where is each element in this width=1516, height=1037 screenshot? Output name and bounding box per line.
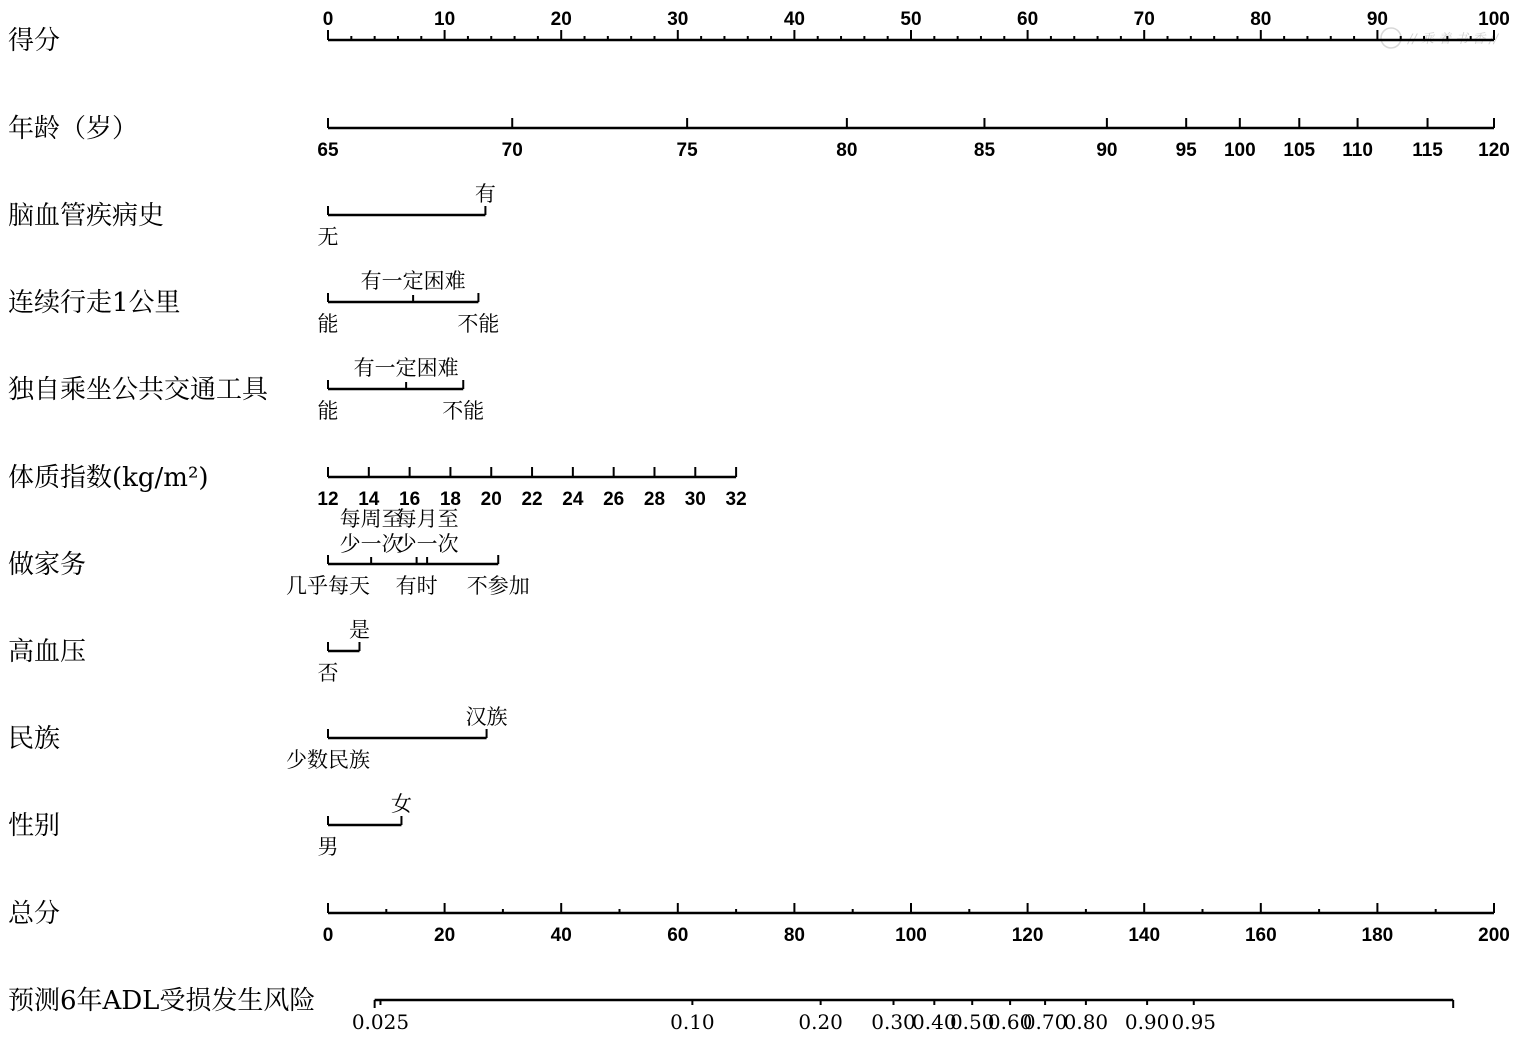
row-sex <box>8 792 412 859</box>
category-label-sex: 女 <box>390 792 412 816</box>
tick-label-points: 30 <box>667 9 689 30</box>
tick-label-age: 90 <box>1096 140 1118 161</box>
tick-label-age: 65 <box>317 140 339 161</box>
row-transport <box>8 356 484 423</box>
row-risk <box>8 986 1453 1034</box>
row-label-ethnicity: 民族 <box>8 724 61 754</box>
row-label-bmi: 体质指数(kg/m²) <box>8 463 209 493</box>
tick-label-bmi: 12 <box>317 489 339 510</box>
tick-label-total: 40 <box>550 925 572 946</box>
row-cvd <box>8 182 496 249</box>
tick-label-total: 80 <box>783 925 805 946</box>
prob-label-risk: 0.90 <box>1124 1010 1170 1034</box>
category-label-housework: 少一次 <box>395 532 459 556</box>
tick-label-age: 105 <box>1283 140 1316 161</box>
row-label-risk: 预测6年ADL受损发生风险 <box>8 986 316 1016</box>
tick-label-age: 80 <box>836 140 858 161</box>
category-label-transport: 有一定困难 <box>353 356 459 380</box>
row-ethnicity <box>8 705 508 772</box>
tick-label-bmi: 28 <box>643 489 666 510</box>
row-label-points: 得分 <box>8 26 61 56</box>
category-label-ethnicity: 汉族 <box>465 705 508 729</box>
tick-label-total: 0 <box>322 925 334 946</box>
category-label-housework: 不参加 <box>466 574 530 598</box>
prob-label-risk: 0.50 <box>949 1010 995 1034</box>
tick-label-points: 50 <box>900 9 922 30</box>
category-label-housework: 每周至 <box>339 507 403 531</box>
tick-label-bmi: 26 <box>603 489 625 510</box>
prob-label-risk: 0.20 <box>798 1010 843 1034</box>
prob-label-risk: 0.70 <box>1022 1010 1068 1034</box>
tick-label-points: 60 <box>1017 9 1039 30</box>
tick-label-total: 60 <box>667 925 689 946</box>
tick-label-total: 120 <box>1011 925 1044 946</box>
row-label-housework: 做家务 <box>8 550 87 580</box>
tick-label-bmi: 32 <box>725 489 747 510</box>
row-housework <box>8 507 530 598</box>
tick-label-bmi: 20 <box>480 489 502 510</box>
tick-label-age: 75 <box>676 140 698 161</box>
tick-label-total: 180 <box>1361 925 1394 946</box>
row-label-walk: 连续行走1公里 <box>8 288 181 318</box>
tick-label-age: 95 <box>1175 140 1197 161</box>
category-label-walk: 有一定困难 <box>360 269 466 293</box>
tick-label-points: 90 <box>1366 9 1388 30</box>
category-label-cvd: 无 <box>317 225 339 249</box>
tick-label-total: 200 <box>1478 925 1510 946</box>
tick-label-points: 70 <box>1133 9 1155 30</box>
tick-label-bmi: 24 <box>562 489 584 510</box>
tick-label-points: 100 <box>1478 9 1510 30</box>
watermark <box>1381 28 1500 48</box>
prob-label-risk: 0.95 <box>1171 1010 1217 1034</box>
category-label-housework: 少一次 <box>339 532 403 556</box>
category-label-walk: 能 <box>317 312 339 336</box>
tick-label-points: 10 <box>434 9 456 30</box>
row-label-sex: 性别 <box>8 811 61 841</box>
tick-label-age: 85 <box>973 140 996 161</box>
prob-label-risk: 0.10 <box>670 1010 715 1034</box>
tick-label-age: 115 <box>1412 140 1443 161</box>
tick-label-points: 0 <box>322 9 334 30</box>
category-label-sex: 男 <box>317 835 339 859</box>
tick-label-age: 110 <box>1342 140 1373 161</box>
watermark-text: // 乘 着 书 香 // <box>1408 32 1499 47</box>
tick-label-total: 100 <box>895 925 927 946</box>
tick-label-age: 100 <box>1223 140 1256 161</box>
category-label-transport: 能 <box>317 399 339 423</box>
row-walk <box>8 269 499 336</box>
tick-label-bmi: 16 <box>399 489 421 510</box>
prob-label-risk: 0.025 <box>351 1010 410 1034</box>
row-label-age: 年龄（岁） <box>8 114 139 144</box>
category-label-hypertension: 是 <box>348 618 370 642</box>
prob-label-risk: 0.30 <box>871 1010 916 1034</box>
category-label-transport: 不能 <box>442 399 485 423</box>
category-label-ethnicity: 少数民族 <box>286 748 370 772</box>
prob-label-risk: 0.80 <box>1063 1010 1109 1034</box>
tick-label-points: 20 <box>550 9 572 30</box>
category-label-walk: 不能 <box>457 312 500 336</box>
category-label-housework: 每月至 <box>395 507 459 531</box>
tick-label-total: 160 <box>1244 925 1277 946</box>
row-total <box>8 899 1510 946</box>
category-label-housework: 有时 <box>395 574 438 598</box>
category-label-cvd: 有 <box>474 182 496 206</box>
tick-label-points: 40 <box>783 9 805 30</box>
row-age <box>8 114 1510 161</box>
tick-label-total: 140 <box>1128 925 1161 946</box>
category-label-housework: 几乎每天 <box>286 574 370 598</box>
prob-label-risk: 0.60 <box>987 1010 1033 1034</box>
row-label-cvd: 脑血管疾病史 <box>8 201 165 231</box>
tick-label-age: 70 <box>501 140 523 161</box>
tick-label-age: 120 <box>1478 140 1510 161</box>
row-bmi <box>8 463 747 510</box>
tick-label-total: 20 <box>434 925 456 946</box>
row-label-hypertension: 高血压 <box>8 637 87 667</box>
row-points <box>8 9 1510 56</box>
tick-label-points: 80 <box>1250 9 1272 30</box>
category-label-hypertension: 否 <box>317 661 339 685</box>
tick-label-bmi: 30 <box>684 489 706 510</box>
nomogram-rows <box>8 9 1510 1034</box>
tick-label-bmi: 14 <box>358 489 380 510</box>
row-label-transport: 独自乘坐公共交通工具 <box>8 375 269 405</box>
prob-label-risk: 0.40 <box>912 1010 957 1034</box>
tick-label-bmi: 18 <box>439 489 462 510</box>
row-hypertension <box>8 618 370 685</box>
tick-label-bmi: 22 <box>521 489 543 510</box>
row-label-total: 总分 <box>8 899 61 929</box>
